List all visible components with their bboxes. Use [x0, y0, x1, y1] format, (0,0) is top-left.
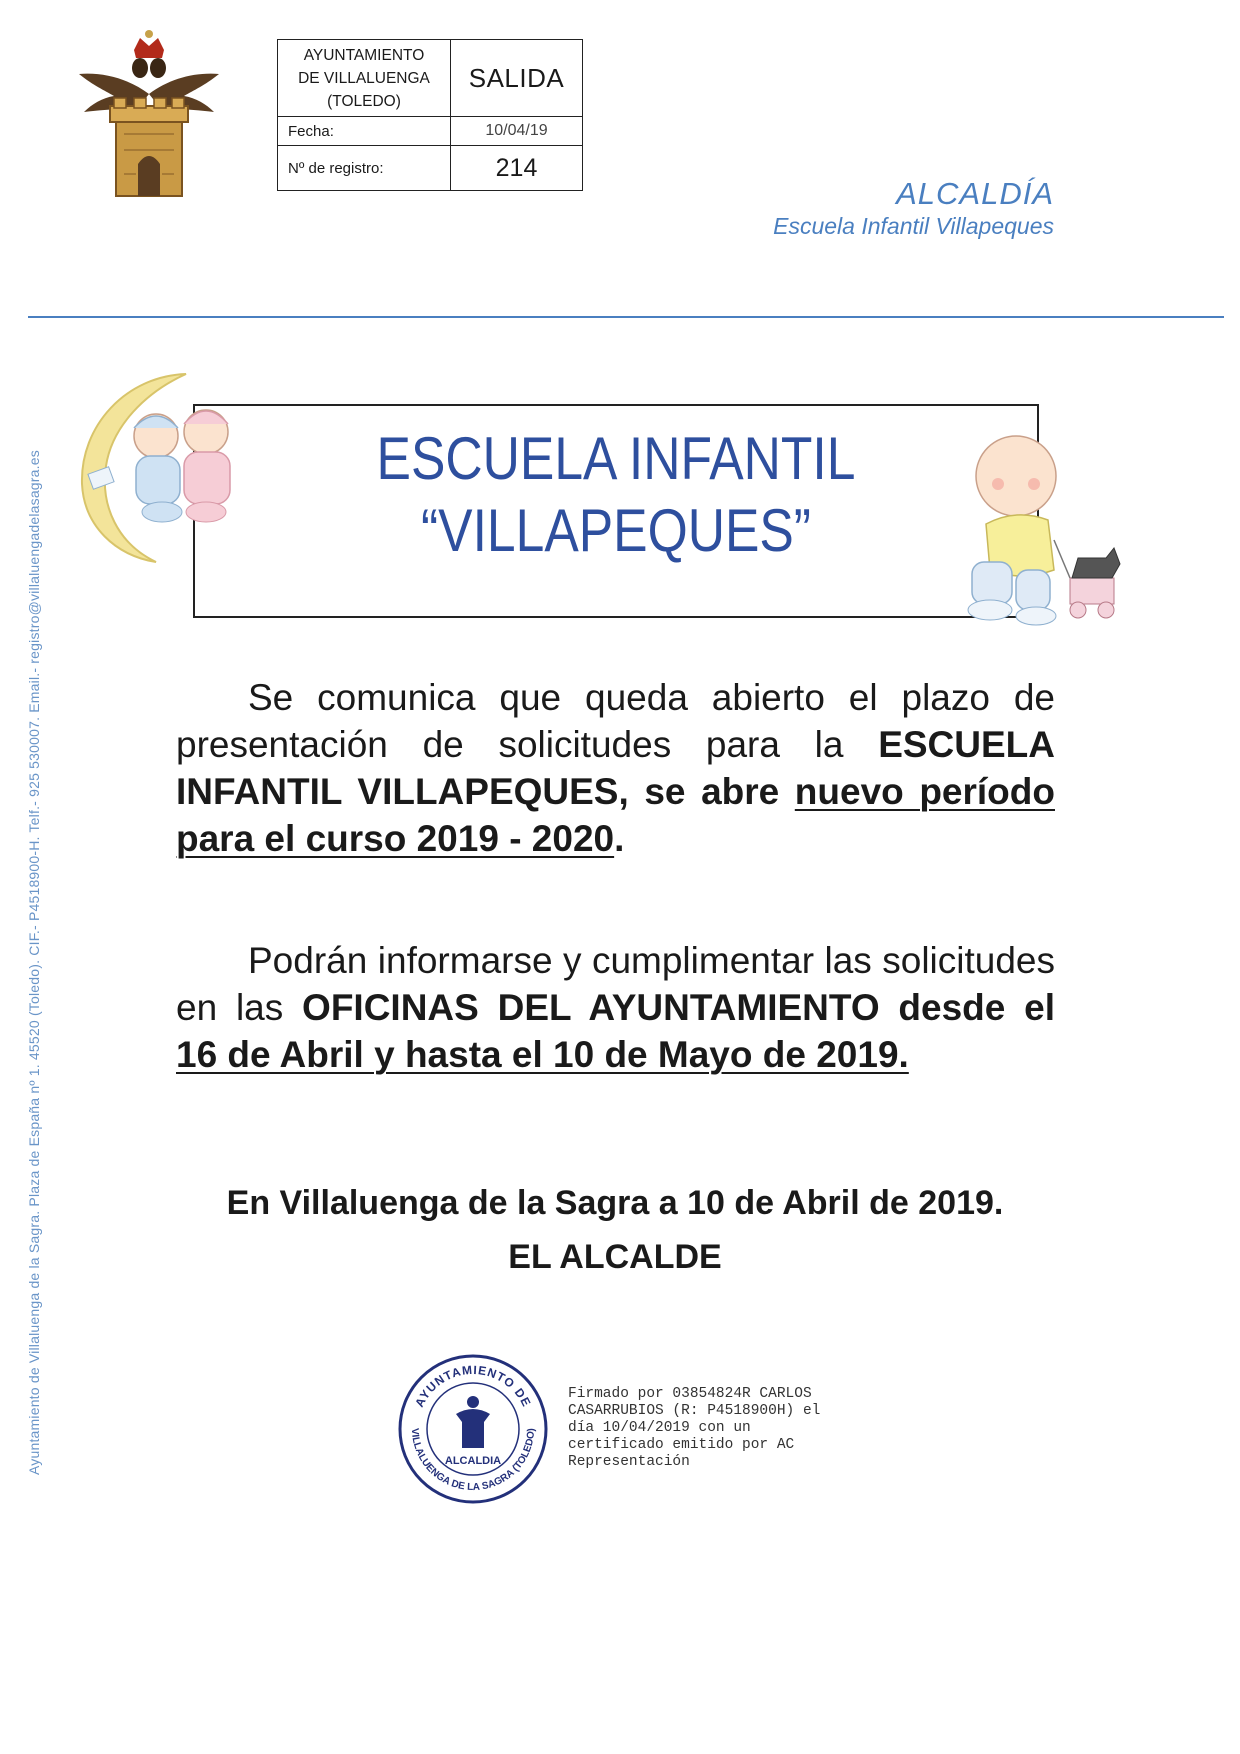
- registry-entity: AYUNTAMIENTO DE VILLALUENGA (TOLEDO): [278, 40, 451, 117]
- application-info-paragraph: Podrán informarse y cumplimentar las solicitudes en las OFICINAS DEL AYUNTAMIENTO desde el 16 de Abril y hasta el 10 de Mayo de 2019.: [176, 940, 1055, 1075]
- registry-number-value: 214: [451, 146, 583, 191]
- svg-text:ALCALDIA: ALCALDIA: [444, 1455, 502, 1467]
- announcement-paragraph: Se comunica que queda abierto el plazo de presentación de solicitudes para la ESCUELA INFANTIL VILLAPEQUES, se abre nuevo período para el curso 2019 - 2020.: [176, 677, 1055, 859]
- department-header: [773, 176, 1054, 240]
- title-box: [193, 404, 1039, 618]
- department-name: ALCALDÍA: [896, 176, 1054, 211]
- title-line-1: ESCUELA INFANTIL: [376, 425, 856, 492]
- side-contact-info: Ayuntamiento de Villaluenga de la Sagra. Plaza de España nº 1. 45520 (Toledo). CIF.- P4518900-H. Telf.- 925 530007. Email.- registro@villaluengadelasagra.es: [26, 450, 42, 1475]
- signer-title: EL ALCALDE: [508, 1238, 722, 1276]
- place-and-date: En Villaluenga de la Sagra a 10 de Abril de 2019.: [226, 1184, 1004, 1222]
- baby-moon-illustration: [66, 366, 266, 566]
- subdepartment-name: Escuela Infantil Villapeques: [773, 213, 1054, 239]
- registry-date-value: 10/04/19: [451, 117, 583, 146]
- registry-stamp: [277, 39, 583, 191]
- official-seal-stamp: [396, 1352, 550, 1506]
- title-line-2: “VILLAPEQUES”: [420, 497, 812, 564]
- registry-number-label: Nº de registro:: [278, 146, 451, 191]
- registry-date-label: Fecha:: [278, 117, 451, 146]
- registry-kind: SALIDA: [451, 40, 583, 117]
- baby-dog-illustration: [920, 420, 1140, 640]
- svg-text:VILLALUENGA DE LA SAGRA (TOLED: VILLALUENGA DE LA SAGRA (TOLEDO): [408, 1427, 538, 1494]
- svg-text:AYUNTAMIENTO DE: AYUNTAMIENTO DE: [412, 1362, 534, 1410]
- coat-of-arms-logo: [74, 24, 224, 204]
- header-divider: [28, 316, 1224, 318]
- digital-signature-text: Firmado por 03854824R CARLOS CASARRUBIOS (R: P4518900H) el día 10/04/2019 con un certificado emitido por AC Representación: [568, 1386, 821, 1470]
